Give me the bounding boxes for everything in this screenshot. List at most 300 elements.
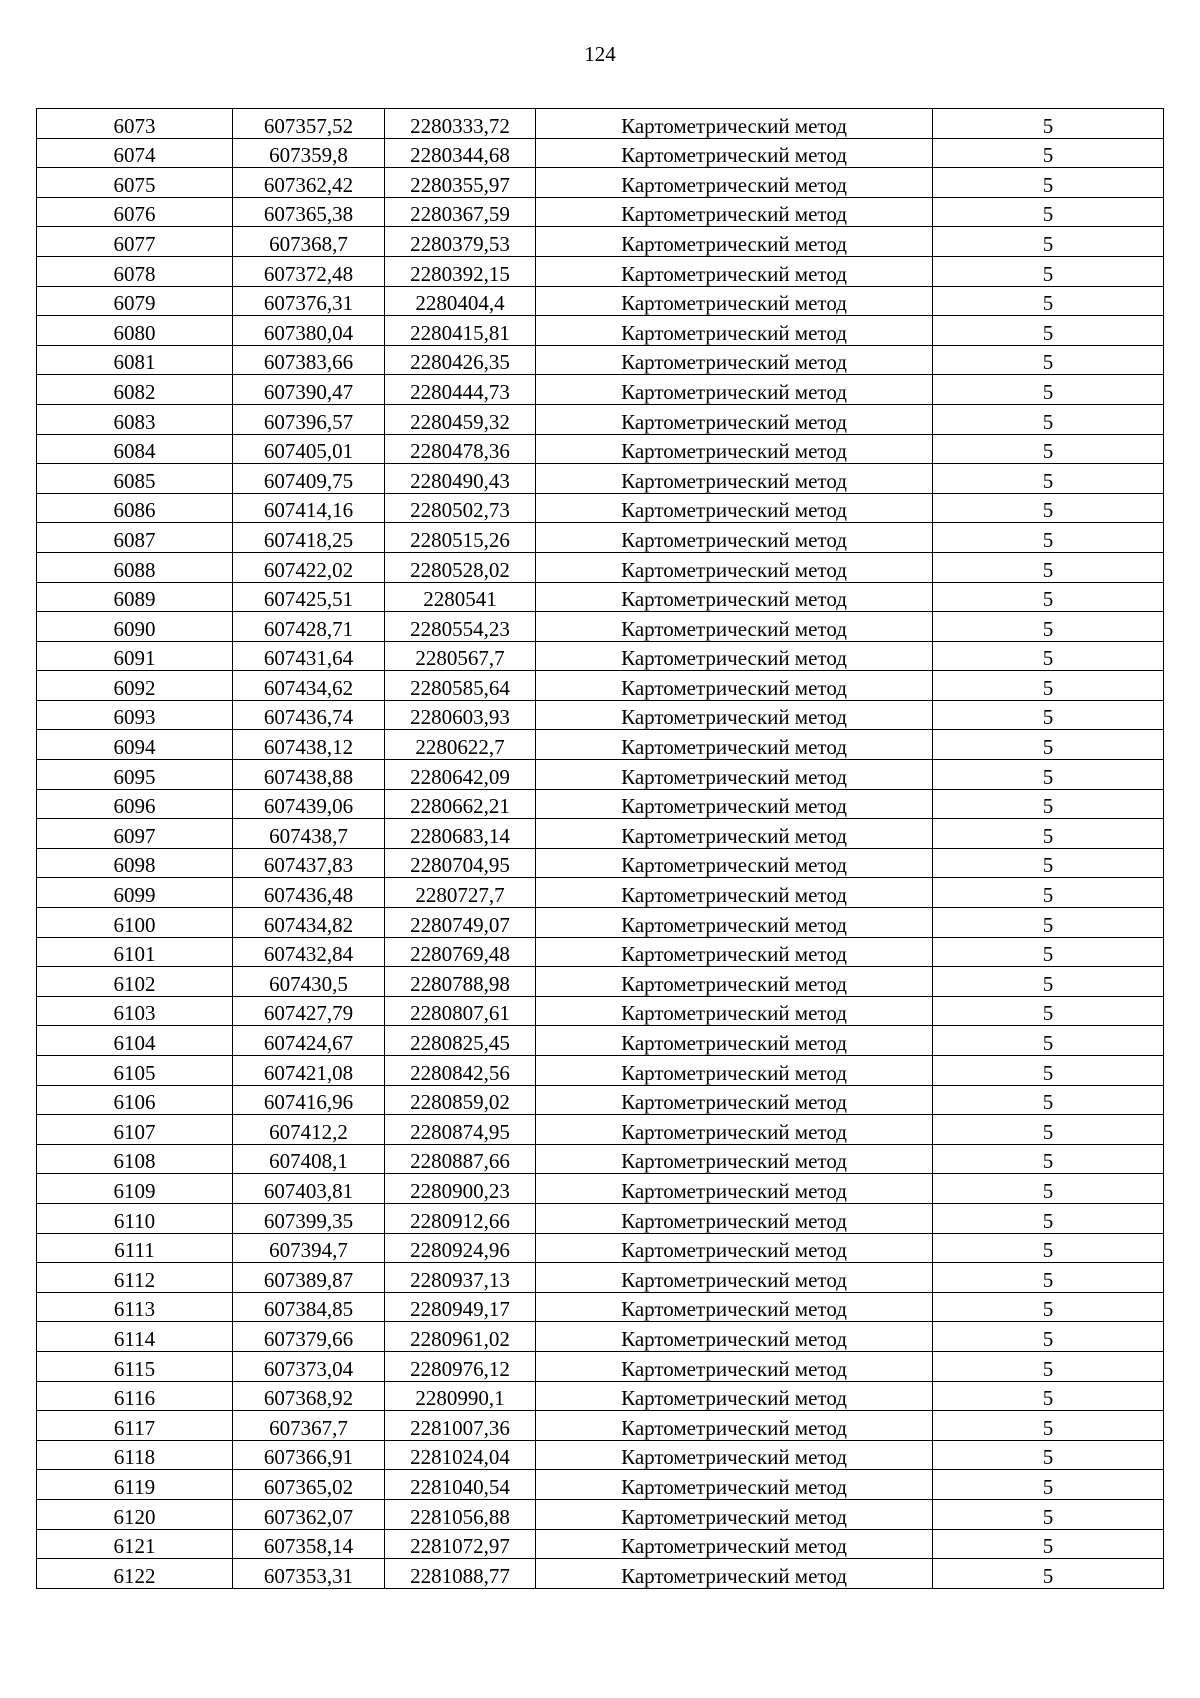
- table-row: [37, 937, 1164, 967]
- method-cell: Картометрический метод: [536, 1529, 933, 1559]
- x-coordinate-cell: 607418,25: [233, 523, 385, 553]
- point-number-cell: 6081: [37, 345, 233, 375]
- accuracy-cell: 5: [933, 552, 1164, 582]
- point-number-cell: 6112: [37, 1263, 233, 1293]
- table-row: [37, 1381, 1164, 1411]
- point-number-cell: 6118: [37, 1440, 233, 1470]
- point-number-cell: 6094: [37, 730, 233, 760]
- table-row: [37, 434, 1164, 464]
- table-row: [37, 1085, 1164, 1115]
- table-row: [37, 1470, 1164, 1500]
- x-coordinate-cell: 607403,81: [233, 1174, 385, 1204]
- table-row: [37, 1322, 1164, 1352]
- y-coordinate-cell: 2280807,61: [385, 996, 536, 1026]
- y-coordinate-cell: 2280749,07: [385, 908, 536, 938]
- y-coordinate-cell: 2280355,97: [385, 168, 536, 198]
- accuracy-cell: 5: [933, 1470, 1164, 1500]
- accuracy-cell: 5: [933, 1233, 1164, 1263]
- table-row: [37, 582, 1164, 612]
- point-number-cell: 6120: [37, 1499, 233, 1529]
- table-row: [37, 789, 1164, 819]
- method-cell: Картометрический метод: [536, 908, 933, 938]
- table-row: [37, 227, 1164, 257]
- point-number-cell: 6105: [37, 1056, 233, 1086]
- x-coordinate-cell: 607438,88: [233, 760, 385, 790]
- x-coordinate-cell: 607424,67: [233, 1026, 385, 1056]
- x-coordinate-cell: 607372,48: [233, 256, 385, 286]
- x-coordinate-cell: 607425,51: [233, 582, 385, 612]
- table-row: [37, 464, 1164, 494]
- point-number-cell: 6110: [37, 1203, 233, 1233]
- method-cell: Картометрический метод: [536, 552, 933, 582]
- accuracy-cell: 5: [933, 848, 1164, 878]
- x-coordinate-cell: 607416,96: [233, 1085, 385, 1115]
- y-coordinate-cell: 2280333,72: [385, 109, 536, 139]
- x-coordinate-cell: 607438,7: [233, 819, 385, 849]
- table-row: [37, 1174, 1164, 1204]
- table-row: [37, 375, 1164, 405]
- method-cell: Картометрический метод: [536, 1115, 933, 1145]
- method-cell: Картометрический метод: [536, 1263, 933, 1293]
- y-coordinate-cell: 2280788,98: [385, 967, 536, 997]
- point-number-cell: 6103: [37, 996, 233, 1026]
- point-number-cell: 6121: [37, 1529, 233, 1559]
- accuracy-cell: 5: [933, 434, 1164, 464]
- accuracy-cell: 5: [933, 256, 1164, 286]
- point-number-cell: 6111: [37, 1233, 233, 1263]
- point-number-cell: 6113: [37, 1292, 233, 1322]
- y-coordinate-cell: 2280344,68: [385, 138, 536, 168]
- x-coordinate-cell: 607357,52: [233, 109, 385, 139]
- point-number-cell: 6086: [37, 493, 233, 523]
- x-coordinate-cell: 607390,47: [233, 375, 385, 405]
- point-number-cell: 6084: [37, 434, 233, 464]
- y-coordinate-cell: 2280937,13: [385, 1263, 536, 1293]
- table-row: [37, 819, 1164, 849]
- accuracy-cell: 5: [933, 671, 1164, 701]
- x-coordinate-cell: 607368,7: [233, 227, 385, 257]
- y-coordinate-cell: 2281040,54: [385, 1470, 536, 1500]
- method-cell: Картометрический метод: [536, 227, 933, 257]
- method-cell: Картометрический метод: [536, 1085, 933, 1115]
- y-coordinate-cell: 2280727,7: [385, 878, 536, 908]
- table-row: [37, 1529, 1164, 1559]
- x-coordinate-cell: 607399,35: [233, 1203, 385, 1233]
- point-number-cell: 6114: [37, 1322, 233, 1352]
- point-number-cell: 6116: [37, 1381, 233, 1411]
- x-coordinate-cell: 607422,02: [233, 552, 385, 582]
- y-coordinate-cell: 2280426,35: [385, 345, 536, 375]
- y-coordinate-cell: 2280825,45: [385, 1026, 536, 1056]
- method-cell: Картометрический метод: [536, 523, 933, 553]
- x-coordinate-cell: 607412,2: [233, 1115, 385, 1145]
- point-number-cell: 6088: [37, 552, 233, 582]
- accuracy-cell: 5: [933, 700, 1164, 730]
- table-row: [37, 1292, 1164, 1322]
- x-coordinate-cell: 607405,01: [233, 434, 385, 464]
- y-coordinate-cell: 2280622,7: [385, 730, 536, 760]
- table-row: [37, 1499, 1164, 1529]
- x-coordinate-cell: 607389,87: [233, 1263, 385, 1293]
- x-coordinate-cell: 607414,16: [233, 493, 385, 523]
- point-number-cell: 6073: [37, 109, 233, 139]
- x-coordinate-cell: 607436,48: [233, 878, 385, 908]
- accuracy-cell: 5: [933, 1351, 1164, 1381]
- y-coordinate-cell: 2280490,43: [385, 464, 536, 494]
- y-coordinate-cell: 2280900,23: [385, 1174, 536, 1204]
- y-coordinate-cell: 2280990,1: [385, 1381, 536, 1411]
- point-number-cell: 6090: [37, 612, 233, 642]
- accuracy-cell: 5: [933, 464, 1164, 494]
- x-coordinate-cell: 607384,85: [233, 1292, 385, 1322]
- x-coordinate-cell: 607366,91: [233, 1440, 385, 1470]
- table-row: [37, 197, 1164, 227]
- y-coordinate-cell: 2280769,48: [385, 937, 536, 967]
- y-coordinate-cell: 2280961,02: [385, 1322, 536, 1352]
- y-coordinate-cell: 2281056,88: [385, 1499, 536, 1529]
- point-number-cell: 6074: [37, 138, 233, 168]
- table-row: [37, 1411, 1164, 1441]
- y-coordinate-cell: 2280842,56: [385, 1056, 536, 1086]
- y-coordinate-cell: 2280603,93: [385, 700, 536, 730]
- point-number-cell: 6109: [37, 1174, 233, 1204]
- point-number-cell: 6079: [37, 286, 233, 316]
- y-coordinate-cell: 2280924,96: [385, 1233, 536, 1263]
- point-number-cell: 6098: [37, 848, 233, 878]
- point-number-cell: 6083: [37, 404, 233, 434]
- y-coordinate-cell: 2280392,15: [385, 256, 536, 286]
- method-cell: Картометрический метод: [536, 1470, 933, 1500]
- accuracy-cell: 5: [933, 641, 1164, 671]
- accuracy-cell: 5: [933, 1559, 1164, 1589]
- method-cell: Картометрический метод: [536, 671, 933, 701]
- method-cell: Картометрический метод: [536, 1026, 933, 1056]
- method-cell: Картометрический метод: [536, 256, 933, 286]
- x-coordinate-cell: 607362,07: [233, 1499, 385, 1529]
- table-row: [37, 967, 1164, 997]
- method-cell: Картометрический метод: [536, 197, 933, 227]
- y-coordinate-cell: 2280554,23: [385, 612, 536, 642]
- y-coordinate-cell: 2280662,21: [385, 789, 536, 819]
- point-number-cell: 6115: [37, 1351, 233, 1381]
- coordinates-table-body: [37, 109, 1164, 1589]
- table-row: [37, 730, 1164, 760]
- method-cell: Картометрический метод: [536, 1056, 933, 1086]
- table-row: [37, 641, 1164, 671]
- x-coordinate-cell: 607408,1: [233, 1144, 385, 1174]
- y-coordinate-cell: 2280415,81: [385, 316, 536, 346]
- table-row: [37, 168, 1164, 198]
- method-cell: Картометрический метод: [536, 1499, 933, 1529]
- y-coordinate-cell: 2281024,04: [385, 1440, 536, 1470]
- y-coordinate-cell: 2280874,95: [385, 1115, 536, 1145]
- table-row: [37, 1351, 1164, 1381]
- table-row: [37, 1559, 1164, 1589]
- point-number-cell: 6104: [37, 1026, 233, 1056]
- accuracy-cell: 5: [933, 286, 1164, 316]
- accuracy-cell: 5: [933, 730, 1164, 760]
- table-row: [37, 138, 1164, 168]
- page-number: 124: [584, 42, 616, 66]
- method-cell: Картометрический метод: [536, 1144, 933, 1174]
- point-number-cell: 6075: [37, 168, 233, 198]
- accuracy-cell: 5: [933, 819, 1164, 849]
- accuracy-cell: 5: [933, 760, 1164, 790]
- accuracy-cell: 5: [933, 375, 1164, 405]
- y-coordinate-cell: 2280859,02: [385, 1085, 536, 1115]
- table-row: [37, 612, 1164, 642]
- y-coordinate-cell: 2280642,09: [385, 760, 536, 790]
- y-coordinate-cell: 2280379,53: [385, 227, 536, 257]
- table-row: [37, 996, 1164, 1026]
- point-number-cell: 6096: [37, 789, 233, 819]
- y-coordinate-cell: 2280704,95: [385, 848, 536, 878]
- point-number-cell: 6106: [37, 1085, 233, 1115]
- x-coordinate-cell: 607373,04: [233, 1351, 385, 1381]
- table-row: [37, 109, 1164, 139]
- method-cell: Картометрический метод: [536, 1174, 933, 1204]
- x-coordinate-cell: 607376,31: [233, 286, 385, 316]
- y-coordinate-cell: 2280404,4: [385, 286, 536, 316]
- x-coordinate-cell: 607432,84: [233, 937, 385, 967]
- y-coordinate-cell: 2280502,73: [385, 493, 536, 523]
- method-cell: Картометрический метод: [536, 700, 933, 730]
- accuracy-cell: 5: [933, 1411, 1164, 1441]
- accuracy-cell: 5: [933, 1499, 1164, 1529]
- point-number-cell: 6093: [37, 700, 233, 730]
- y-coordinate-cell: 2280478,36: [385, 434, 536, 464]
- point-number-cell: 6107: [37, 1115, 233, 1145]
- x-coordinate-cell: 607365,38: [233, 197, 385, 227]
- y-coordinate-cell: 2280949,17: [385, 1292, 536, 1322]
- accuracy-cell: 5: [933, 345, 1164, 375]
- point-number-cell: 6097: [37, 819, 233, 849]
- method-cell: Картометрический метод: [536, 1292, 933, 1322]
- y-coordinate-cell: 2280912,66: [385, 1203, 536, 1233]
- accuracy-cell: 5: [933, 1203, 1164, 1233]
- x-coordinate-cell: 607427,79: [233, 996, 385, 1026]
- table-row: [37, 404, 1164, 434]
- point-number-cell: 6080: [37, 316, 233, 346]
- accuracy-cell: 5: [933, 1115, 1164, 1145]
- x-coordinate-cell: 607434,82: [233, 908, 385, 938]
- accuracy-cell: 5: [933, 227, 1164, 257]
- method-cell: Картометрический метод: [536, 168, 933, 198]
- accuracy-cell: 5: [933, 1174, 1164, 1204]
- method-cell: Картометрический метод: [536, 819, 933, 849]
- method-cell: Картометрический метод: [536, 730, 933, 760]
- method-cell: Картометрический метод: [536, 612, 933, 642]
- x-coordinate-cell: 607437,83: [233, 848, 385, 878]
- table-row: [37, 493, 1164, 523]
- method-cell: Картометрический метод: [536, 345, 933, 375]
- accuracy-cell: 5: [933, 937, 1164, 967]
- y-coordinate-cell: 2281072,97: [385, 1529, 536, 1559]
- accuracy-cell: 5: [933, 138, 1164, 168]
- accuracy-cell: 5: [933, 1026, 1164, 1056]
- table-row: [37, 1203, 1164, 1233]
- x-coordinate-cell: 607383,66: [233, 345, 385, 375]
- point-number-cell: 6122: [37, 1559, 233, 1589]
- accuracy-cell: 5: [933, 197, 1164, 227]
- accuracy-cell: 5: [933, 878, 1164, 908]
- accuracy-cell: 5: [933, 1322, 1164, 1352]
- x-coordinate-cell: 607439,06: [233, 789, 385, 819]
- table-row: [37, 1263, 1164, 1293]
- accuracy-cell: 5: [933, 967, 1164, 997]
- method-cell: Картометрический метод: [536, 1559, 933, 1589]
- x-coordinate-cell: 607428,71: [233, 612, 385, 642]
- y-coordinate-cell: 2280515,26: [385, 523, 536, 553]
- accuracy-cell: 5: [933, 582, 1164, 612]
- method-cell: Картометрический метод: [536, 967, 933, 997]
- method-cell: Картометрический метод: [536, 464, 933, 494]
- point-number-cell: 6085: [37, 464, 233, 494]
- x-coordinate-cell: 607409,75: [233, 464, 385, 494]
- accuracy-cell: 5: [933, 1085, 1164, 1115]
- x-coordinate-cell: 607430,5: [233, 967, 385, 997]
- table-row: [37, 848, 1164, 878]
- y-coordinate-cell: 2280459,32: [385, 404, 536, 434]
- accuracy-cell: 5: [933, 789, 1164, 819]
- x-coordinate-cell: 607362,42: [233, 168, 385, 198]
- table-row: [37, 1233, 1164, 1263]
- point-number-cell: 6101: [37, 937, 233, 967]
- table-row: [37, 256, 1164, 286]
- table-row: [37, 1440, 1164, 1470]
- x-coordinate-cell: 607365,02: [233, 1470, 385, 1500]
- x-coordinate-cell: 607368,92: [233, 1381, 385, 1411]
- table-row: [37, 700, 1164, 730]
- point-number-cell: 6117: [37, 1411, 233, 1441]
- x-coordinate-cell: 607394,7: [233, 1233, 385, 1263]
- table-row: [37, 760, 1164, 790]
- point-number-cell: 6108: [37, 1144, 233, 1174]
- point-number-cell: 6095: [37, 760, 233, 790]
- method-cell: Картометрический метод: [536, 1322, 933, 1352]
- table-row: [37, 523, 1164, 553]
- method-cell: Картометрический метод: [536, 434, 933, 464]
- x-coordinate-cell: 607431,64: [233, 641, 385, 671]
- method-cell: Картометрический метод: [536, 1411, 933, 1441]
- point-number-cell: 6091: [37, 641, 233, 671]
- y-coordinate-cell: 2280567,7: [385, 641, 536, 671]
- accuracy-cell: 5: [933, 1440, 1164, 1470]
- method-cell: Картометрический метод: [536, 1381, 933, 1411]
- method-cell: Картометрический метод: [536, 138, 933, 168]
- method-cell: Картометрический метод: [536, 1203, 933, 1233]
- coordinates-table: [36, 108, 1164, 1589]
- accuracy-cell: 5: [933, 493, 1164, 523]
- method-cell: Картометрический метод: [536, 404, 933, 434]
- point-number-cell: 6100: [37, 908, 233, 938]
- y-coordinate-cell: 2280887,66: [385, 1144, 536, 1174]
- x-coordinate-cell: 607380,04: [233, 316, 385, 346]
- accuracy-cell: 5: [933, 1144, 1164, 1174]
- y-coordinate-cell: 2280585,64: [385, 671, 536, 701]
- table-row: [37, 908, 1164, 938]
- y-coordinate-cell: 2280367,59: [385, 197, 536, 227]
- table-row: [37, 878, 1164, 908]
- table-row: [37, 316, 1164, 346]
- accuracy-cell: 5: [933, 612, 1164, 642]
- accuracy-cell: 5: [933, 109, 1164, 139]
- accuracy-cell: 5: [933, 523, 1164, 553]
- method-cell: Картометрический метод: [536, 848, 933, 878]
- point-number-cell: 6082: [37, 375, 233, 405]
- table-row: [37, 345, 1164, 375]
- table-row: [37, 1115, 1164, 1145]
- x-coordinate-cell: 607358,14: [233, 1529, 385, 1559]
- accuracy-cell: 5: [933, 404, 1164, 434]
- point-number-cell: 6076: [37, 197, 233, 227]
- y-coordinate-cell: 2281007,36: [385, 1411, 536, 1441]
- table-row: [37, 1026, 1164, 1056]
- accuracy-cell: 5: [933, 996, 1164, 1026]
- method-cell: Картометрический метод: [536, 937, 933, 967]
- y-coordinate-cell: 2280444,73: [385, 375, 536, 405]
- method-cell: Картометрический метод: [536, 996, 933, 1026]
- point-number-cell: 6078: [37, 256, 233, 286]
- accuracy-cell: 5: [933, 1056, 1164, 1086]
- accuracy-cell: 5: [933, 1292, 1164, 1322]
- accuracy-cell: 5: [933, 168, 1164, 198]
- table-row: [37, 671, 1164, 701]
- x-coordinate-cell: 607379,66: [233, 1322, 385, 1352]
- accuracy-cell: 5: [933, 1381, 1164, 1411]
- y-coordinate-cell: 2280541: [385, 582, 536, 612]
- method-cell: Картометрический метод: [536, 582, 933, 612]
- table-row: [37, 1144, 1164, 1174]
- accuracy-cell: 5: [933, 1529, 1164, 1559]
- point-number-cell: 6087: [37, 523, 233, 553]
- method-cell: Картометрический метод: [536, 375, 933, 405]
- method-cell: Картометрический метод: [536, 316, 933, 346]
- accuracy-cell: 5: [933, 1263, 1164, 1293]
- accuracy-cell: 5: [933, 316, 1164, 346]
- x-coordinate-cell: 607359,8: [233, 138, 385, 168]
- y-coordinate-cell: 2281088,77: [385, 1559, 536, 1589]
- method-cell: Картометрический метод: [536, 493, 933, 523]
- x-coordinate-cell: 607436,74: [233, 700, 385, 730]
- y-coordinate-cell: 2280528,02: [385, 552, 536, 582]
- point-number-cell: 6119: [37, 1470, 233, 1500]
- method-cell: Картометрический метод: [536, 1233, 933, 1263]
- method-cell: Картометрический метод: [536, 789, 933, 819]
- method-cell: Картометрический метод: [536, 1351, 933, 1381]
- point-number-cell: 6102: [37, 967, 233, 997]
- y-coordinate-cell: 2280976,12: [385, 1351, 536, 1381]
- x-coordinate-cell: 607353,31: [233, 1559, 385, 1589]
- method-cell: Картометрический метод: [536, 760, 933, 790]
- y-coordinate-cell: 2280683,14: [385, 819, 536, 849]
- point-number-cell: 6092: [37, 671, 233, 701]
- method-cell: Картометрический метод: [536, 109, 933, 139]
- point-number-cell: 6089: [37, 582, 233, 612]
- x-coordinate-cell: 607396,57: [233, 404, 385, 434]
- x-coordinate-cell: 607438,12: [233, 730, 385, 760]
- point-number-cell: 6077: [37, 227, 233, 257]
- x-coordinate-cell: 607421,08: [233, 1056, 385, 1086]
- method-cell: Картометрический метод: [536, 286, 933, 316]
- method-cell: Картометрический метод: [536, 641, 933, 671]
- point-number-cell: 6099: [37, 878, 233, 908]
- accuracy-cell: 5: [933, 908, 1164, 938]
- method-cell: Картометрический метод: [536, 1440, 933, 1470]
- table-row: [37, 286, 1164, 316]
- x-coordinate-cell: 607367,7: [233, 1411, 385, 1441]
- table-row: [37, 1056, 1164, 1086]
